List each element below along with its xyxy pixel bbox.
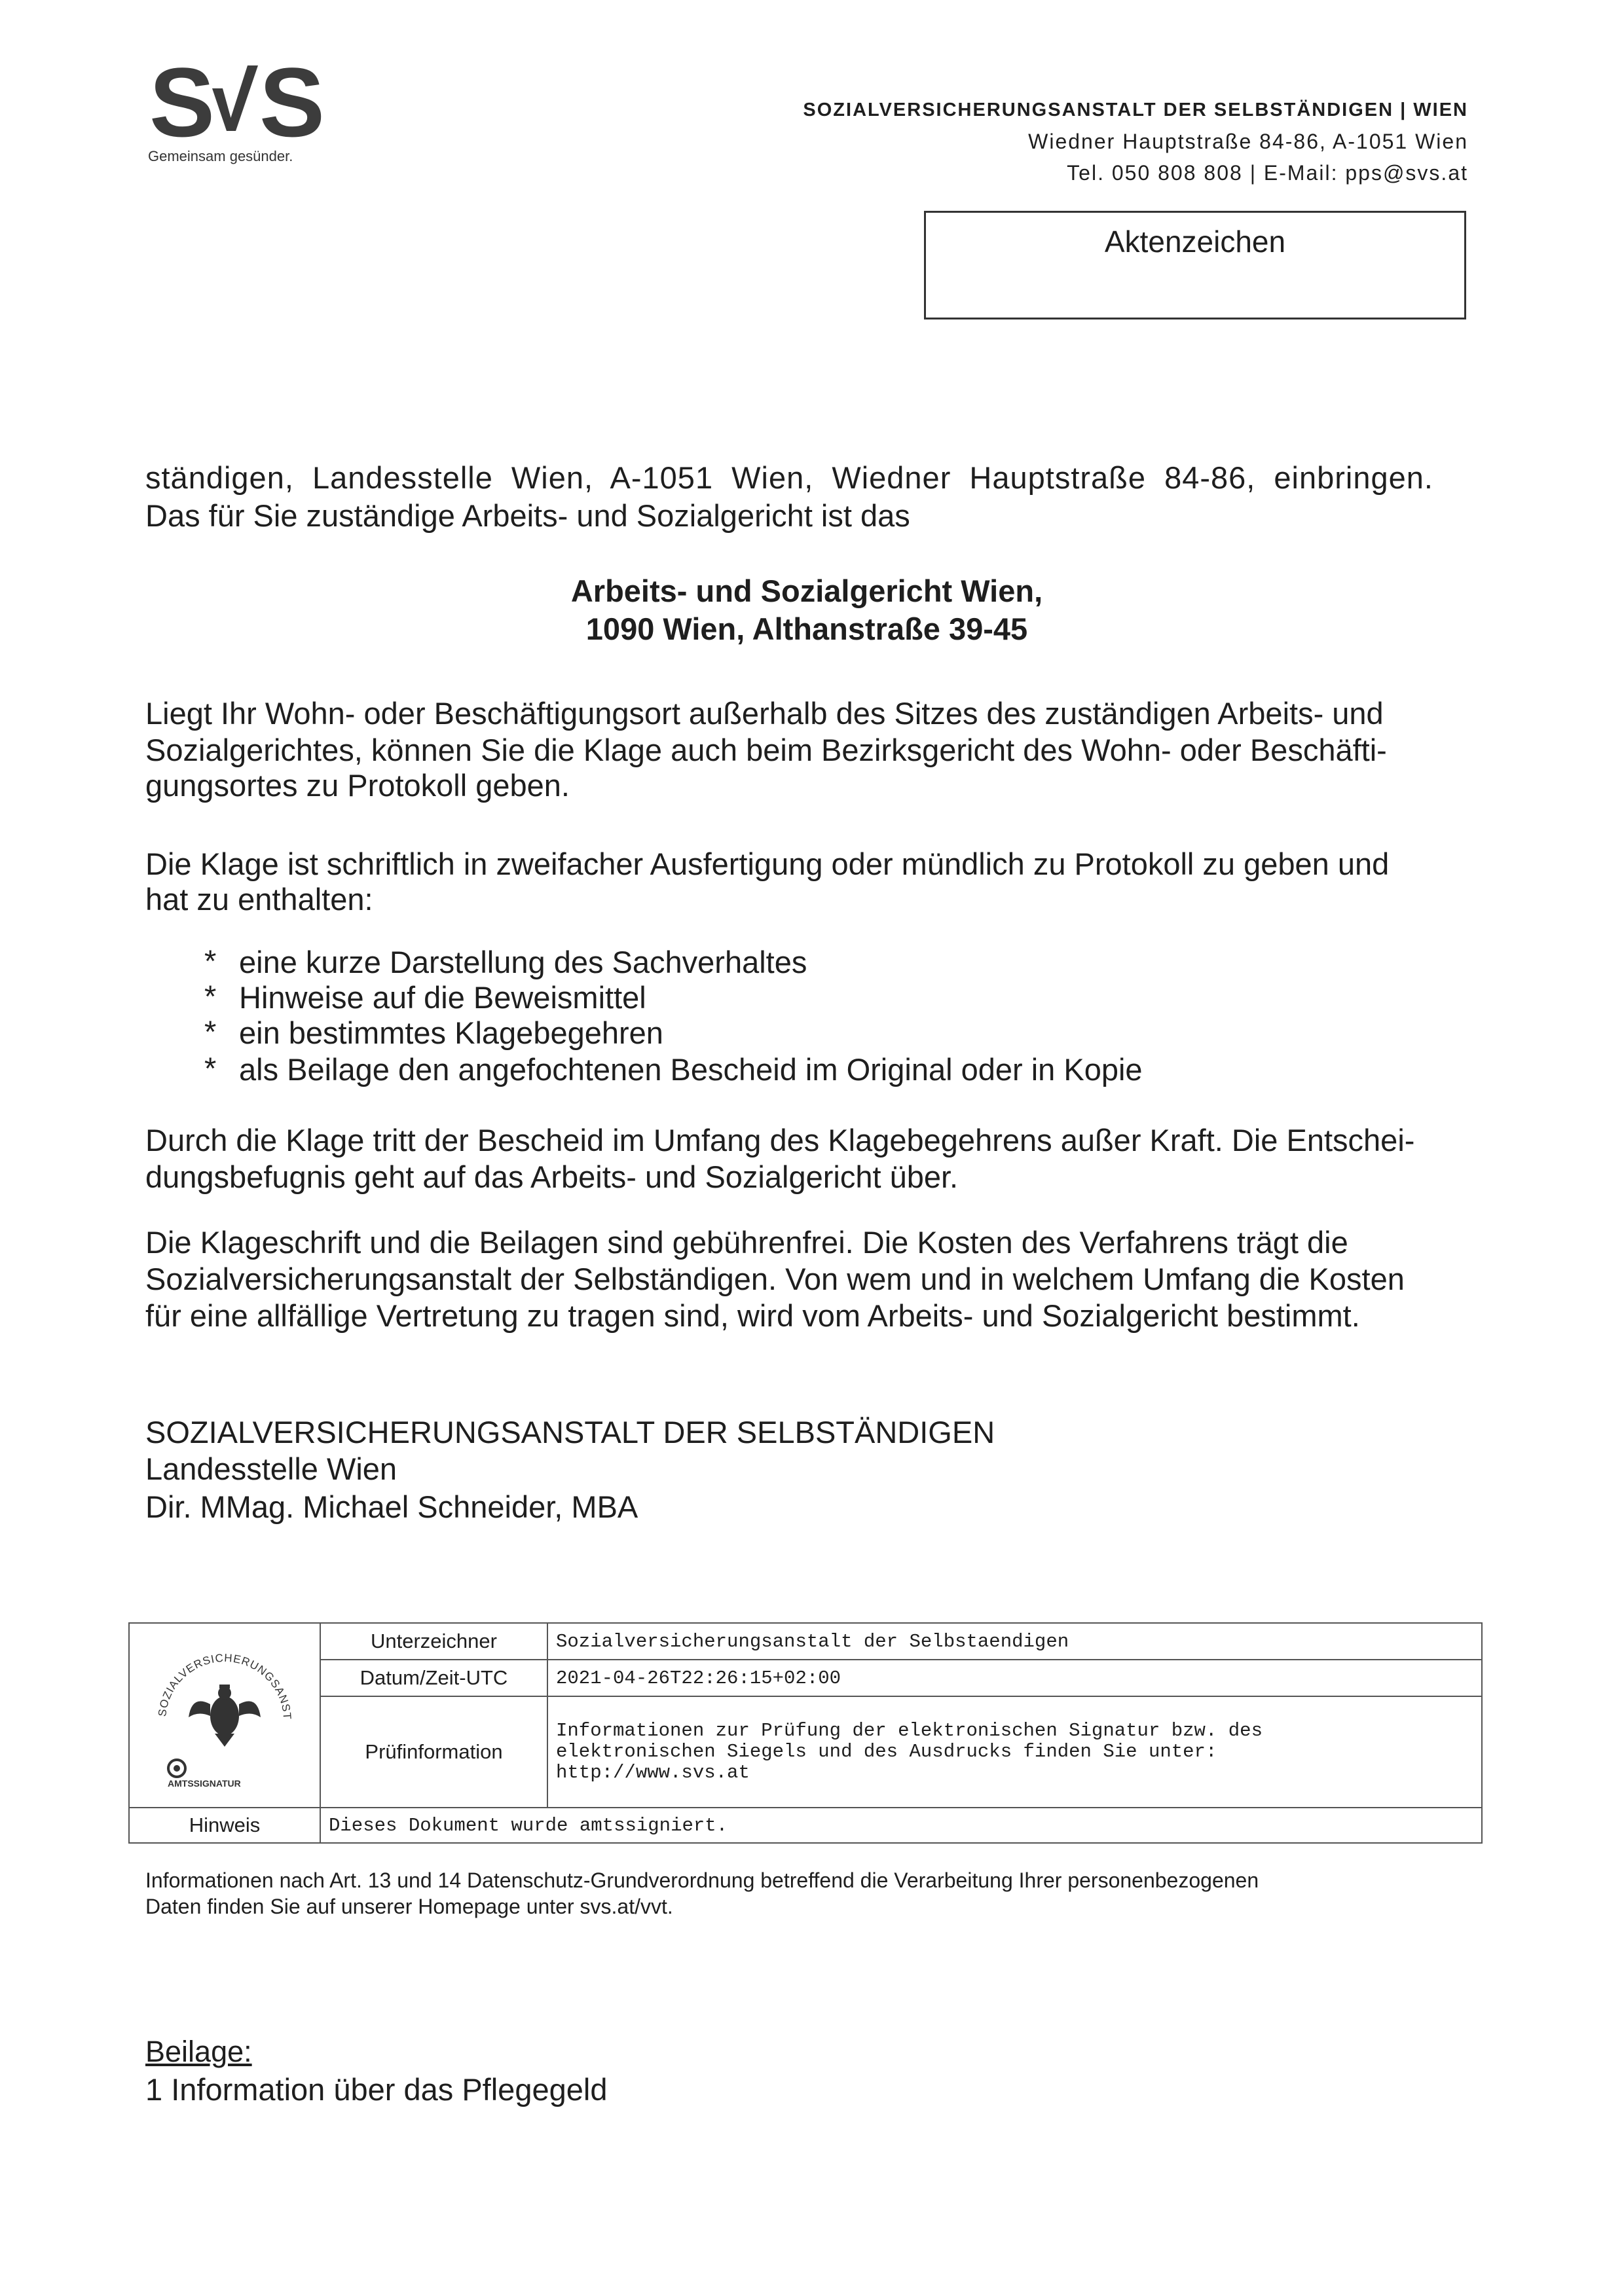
court-address: 1090 Wien, Althanstraße 39-45 xyxy=(585,611,1028,646)
date-value: 2021-04-26T22:26:15+02:00 xyxy=(547,1660,1482,1696)
signature-org: SOZIALVERSICHERUNGSANSTALT DER SELBSTÄNDIGEN xyxy=(145,1415,995,1449)
paragraph-form-line: hat zu enthalten: xyxy=(145,882,373,917)
bullet-item: als Beilage den angefochtenen Bescheid im Original oder in Kopie xyxy=(239,1052,1143,1087)
svg-text:S: S xyxy=(149,52,213,151)
note-value: Dieses Dokument wurde amtssigniert. xyxy=(320,1808,1482,1843)
header-address: Wiedner Hauptstraße 84-86, A-1051 Wien xyxy=(1028,130,1468,153)
check-value xyxy=(547,1696,1482,1808)
check-value-link[interactable]: http://www.svs.at xyxy=(556,1762,750,1783)
check-label: Prüfinformation xyxy=(320,1696,547,1808)
privacy-notice xyxy=(145,1867,1481,1920)
bullet-marker: * xyxy=(204,1051,217,1085)
logo-slogan: Gemeinsam gesünder. xyxy=(148,148,293,164)
paragraph-effect-line: dungsbefugnis geht auf das Arbeits- und Sozialgericht über. xyxy=(145,1159,959,1194)
paragraph-residence-line: gungsortes zu Protokoll geben. xyxy=(145,768,570,803)
paragraph-costs-line: Sozialversicherungsanstalt der Selbständigen. Von wem und in welchem Umfang die Kosten xyxy=(145,1262,1405,1296)
signer-value: Sozialversicherungsanstalt der Selbstaendigen xyxy=(547,1623,1482,1660)
check-value-line: elektronischen Siegels und des Ausdrucks finden Sie unter: xyxy=(556,1741,1217,1762)
header-contact: Tel. 050 808 808 | E-Mail: pps@svs.at xyxy=(1067,161,1468,185)
attachment-title: Beilage: xyxy=(145,2035,252,2068)
check-value-line: Informationen zur Prüfung der elektronischen Signatur bzw. des xyxy=(556,1720,1263,1741)
electronic-signature-table xyxy=(128,1622,1483,1844)
bullet-item: eine kurze Darstellung des Sachverhaltes xyxy=(239,945,807,979)
seal-ring-text: SOZIALVERSICHERUNGSANST xyxy=(156,1651,294,1719)
svg-text:S: S xyxy=(259,52,323,151)
bullet-marker: * xyxy=(204,1014,217,1049)
bullet-marker: * xyxy=(204,979,217,1013)
attachment-item: 1 Information über das Pflegegeld xyxy=(145,2072,608,2107)
paragraph-costs-line: Die Klageschrift und die Beilagen sind gebührenfrei. Die Kosten des Verfahrens trägt die xyxy=(145,1225,1348,1260)
seal-label: AMTSSIGNATUR xyxy=(168,1777,241,1789)
aktenzeichen-label: Aktenzeichen xyxy=(1104,225,1286,259)
body-line-1: ständigen, Landesstelle Wien, A-1051 Wien, Wiedner Hauptstraße 84-86, einbringen. xyxy=(145,460,1433,495)
body-line-2: Das für Sie zuständige Arbeits- und Sozialgericht ist das xyxy=(145,498,910,533)
bullet-marker: * xyxy=(204,943,217,978)
paragraph-form-line: Die Klage ist schriftlich in zweifacher Ausfertigung oder mündlich zu Protokoll zu geben und xyxy=(145,847,1390,881)
official-seal xyxy=(129,1623,320,1808)
paragraph-costs-line: für eine allfällige Vertretung zu tragen sind, wird vom Arbeits- und Sozialgericht bestimmt. xyxy=(145,1298,1360,1333)
signature-signer: Dir. MMag. Michael Schneider, MBA xyxy=(145,1489,638,1524)
bullet-item: ein bestimmtes Klagebegehren xyxy=(239,1015,663,1050)
paragraph-effect-line: Durch die Klage tritt der Bescheid im Umfang des Klagebegehrens außer Kraft. Die Entschei- xyxy=(145,1123,1415,1157)
signature-office: Landesstelle Wien xyxy=(145,1451,397,1486)
paragraph-residence-line: Liegt Ihr Wohn- oder Beschäftigungsort außerhalb des Sitzes des zuständigen Arbeits- und xyxy=(145,696,1384,731)
seal-icon xyxy=(136,1632,313,1796)
date-label: Datum/Zeit-UTC xyxy=(320,1660,547,1696)
privacy-line: Informationen nach Art. 13 und 14 Datenschutz-Grundverordnung betreffend die Verarbeitung Ihrer personenbezogenen xyxy=(145,1868,1259,1892)
signer-label: Unterzeichner xyxy=(320,1623,547,1660)
court-name: Arbeits- und Sozialgericht Wien, xyxy=(570,574,1043,608)
bullet-item: Hinweise auf die Beweismittel xyxy=(239,980,646,1015)
paragraph-residence-line: Sozialgerichtes, können Sie die Klage auch beim Bezirksgericht des Wohn- oder Beschäfti- xyxy=(145,733,1387,767)
privacy-line: Daten finden Sie auf unserer Homepage unter svs.at/vvt. xyxy=(145,1895,673,1918)
note-label: Hinweis xyxy=(129,1808,320,1843)
header-organisation: SOZIALVERSICHERUNGSANSTALT DER SELBSTÄNDIGEN | WIEN xyxy=(803,100,1468,120)
svs-logo-icon xyxy=(149,52,339,151)
